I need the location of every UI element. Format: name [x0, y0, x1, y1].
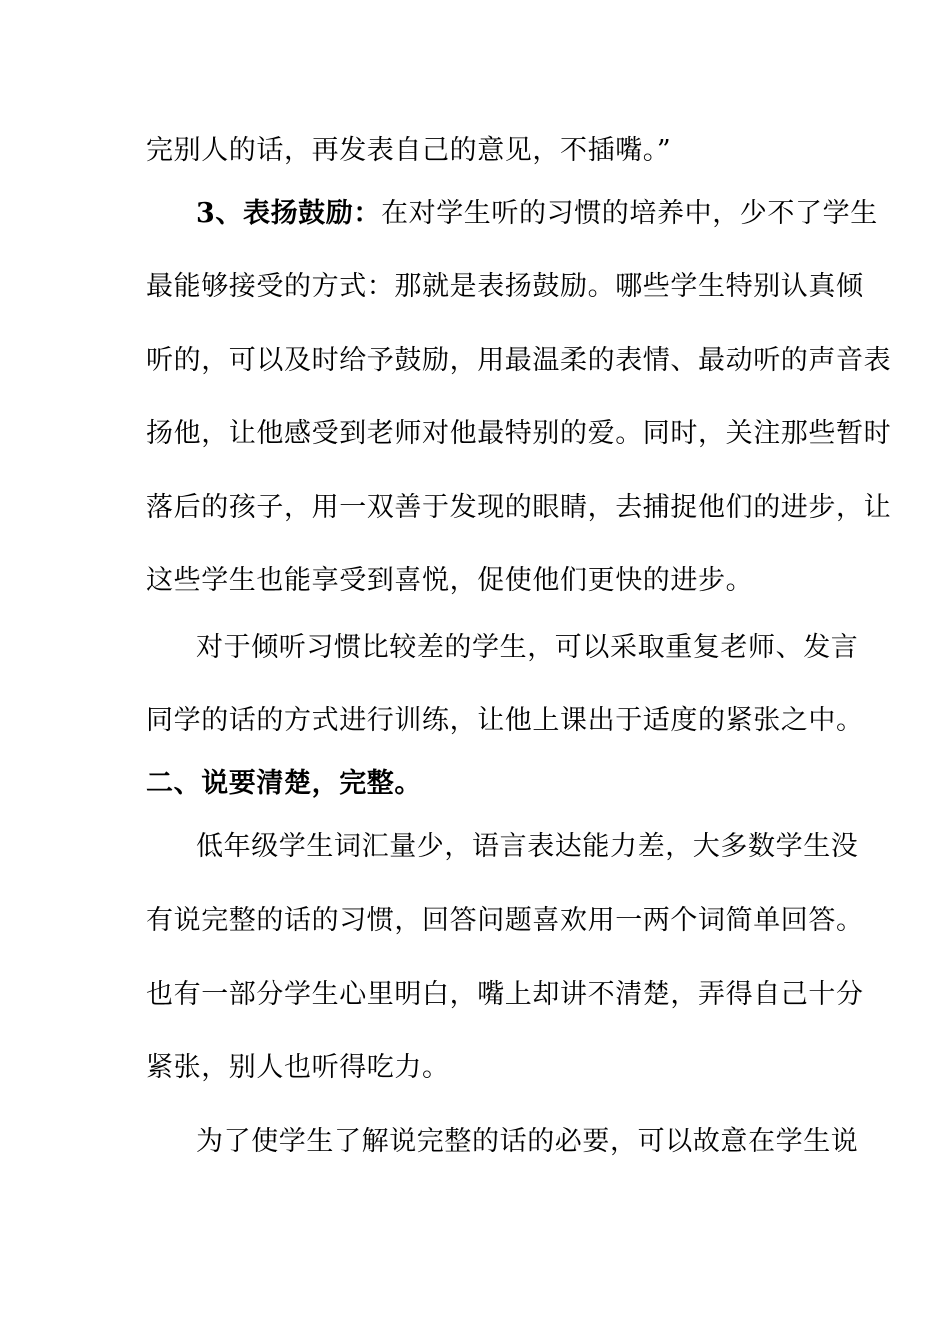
paragraph-line: 有说完整的话的习惯，回答问题喜欢用一两个词简单回答。	[146, 905, 864, 936]
paragraph-line	[196, 196, 878, 232]
paragraph-line: 紧张，别人也听得吃力。	[146, 1052, 450, 1083]
paragraph-line: 最能够接受的方式：那就是表扬鼓励。哪些学生特别认真倾	[146, 271, 864, 302]
item-3-text: 在对学生听的习惯的培养中，少不了学生	[381, 198, 878, 229]
paragraph-line: 这些学生也能享受到喜悦，促使他们更快的进步。	[146, 565, 754, 596]
paragraph-line: 落后的孩子，用一双善于发现的眼睛，去捕捉他们的进步，让	[146, 492, 892, 523]
paragraph-line: 完别人的话，再发表自己的意见，不插嘴。”	[146, 135, 672, 166]
paragraph-line: 扬他，让他感受到老师对他最特别的爱。同时，关注那些暂时	[146, 418, 892, 449]
section-heading: 二、说要清楚，完整。	[146, 768, 422, 799]
paragraph-line: 同学的话的方式进行训练，让他上课出于适度的紧张之中。	[146, 705, 864, 736]
paragraph-line: 对于倾听习惯比较差的学生，可以采取重复老师、发言	[196, 632, 859, 663]
paragraph-line: 为了使学生了解说完整的话的必要，可以故意在学生说	[196, 1126, 859, 1157]
paragraph-line: 低年级学生词汇量少，语言表达能力差，大多数学生没	[196, 831, 859, 862]
paragraph-line: 听的，可以及时给予鼓励，用最温柔的表情、最动听的声音表	[146, 345, 892, 376]
paragraph-line: 也有一部分学生心里明白，嘴上却讲不清楚，弄得自己十分	[146, 979, 864, 1010]
item-3-heading: 3、表扬鼓励：	[196, 198, 381, 229]
